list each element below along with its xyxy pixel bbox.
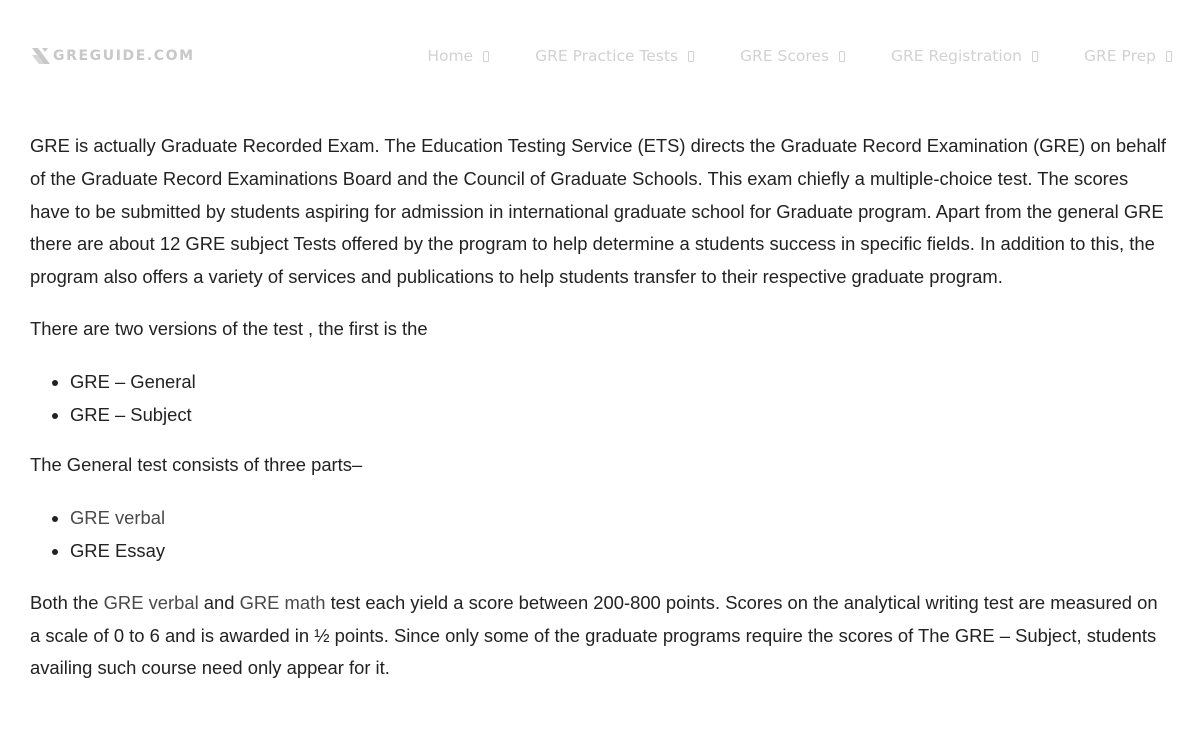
nav-gre-practice-tests[interactable] <box>535 47 694 65</box>
nav-gre-scores-label: GRE Scores <box>740 47 830 65</box>
nav-gre-registration-label: GRE Registration <box>891 47 1023 65</box>
text-span: and <box>198 591 240 613</box>
parts-intro: The General test consists of three parts– <box>30 454 363 476</box>
dropdown-icon <box>1032 51 1038 62</box>
intro-paragraph: GRE is actually Graduate Recorded Exam. The Education Testing Service (ETS) directs the Graduate Record Examination (GRE) on behalf of the Graduate Record Examinations Board and the Council of Graduate Schools. This exam chiefly a multiple-choice test. The scores have to be submitted by students aspiring for admission in international graduate school for Graduate program. Apart from the general GRE there are about 12 GRE subject Tests offered by the program to help determine a students success in specific fields. In addition to this, the program also offers a variety of services and publications to help students transfer to their respective graduate program. <box>30 135 1166 288</box>
nav-home[interactable] <box>427 47 489 65</box>
text-span: test each yield a score between 200-800 points. Scores on the analytical writing test are measured on a scale of 0 to 6 and is awarded in ½ points. Since only some of the graduate programs require the scores of The GRE – Subject, students availing such course need only appear for it. <box>30 591 1158 679</box>
gre-verbal-link[interactable]: GRE verbal <box>103 591 199 613</box>
list-item: • GRE Essay <box>70 535 1170 568</box>
nav-home-label: Home <box>427 47 474 65</box>
list-item: • GRE – Subject <box>70 399 1170 432</box>
gre-verbal-link[interactable]: GRE verbal <box>70 507 166 529</box>
dropdown-icon <box>1166 51 1172 62</box>
nav-gre-registration[interactable] <box>891 47 1038 65</box>
nav-gre-prep-label: GRE Prep <box>1084 47 1156 65</box>
logo-text: GREGUIDE.COM <box>53 48 195 64</box>
parts-list <box>70 502 1170 568</box>
text-span: Both the <box>30 591 104 613</box>
dropdown-icon <box>688 51 694 62</box>
nav-gre-practice-tests-label: GRE Practice Tests <box>535 47 679 65</box>
site-logo[interactable] <box>31 47 195 65</box>
list-item: • GRE – General <box>70 366 1170 399</box>
site-header <box>0 0 1200 115</box>
nav-gre-scores[interactable] <box>740 47 845 65</box>
dropdown-icon <box>839 51 845 62</box>
main-nav <box>427 47 1172 65</box>
logo-mark-icon <box>31 47 51 65</box>
versions-list <box>70 366 1170 432</box>
dropdown-icon <box>483 51 489 62</box>
versions-intro: There are two versions of the test , the first is the <box>30 317 428 339</box>
list-item <box>70 502 1170 535</box>
nav-gre-prep[interactable] <box>1084 47 1172 65</box>
gre-math-link[interactable]: GRE math <box>239 591 326 613</box>
scores-paragraph <box>30 587 1170 685</box>
article-content <box>30 130 1170 685</box>
